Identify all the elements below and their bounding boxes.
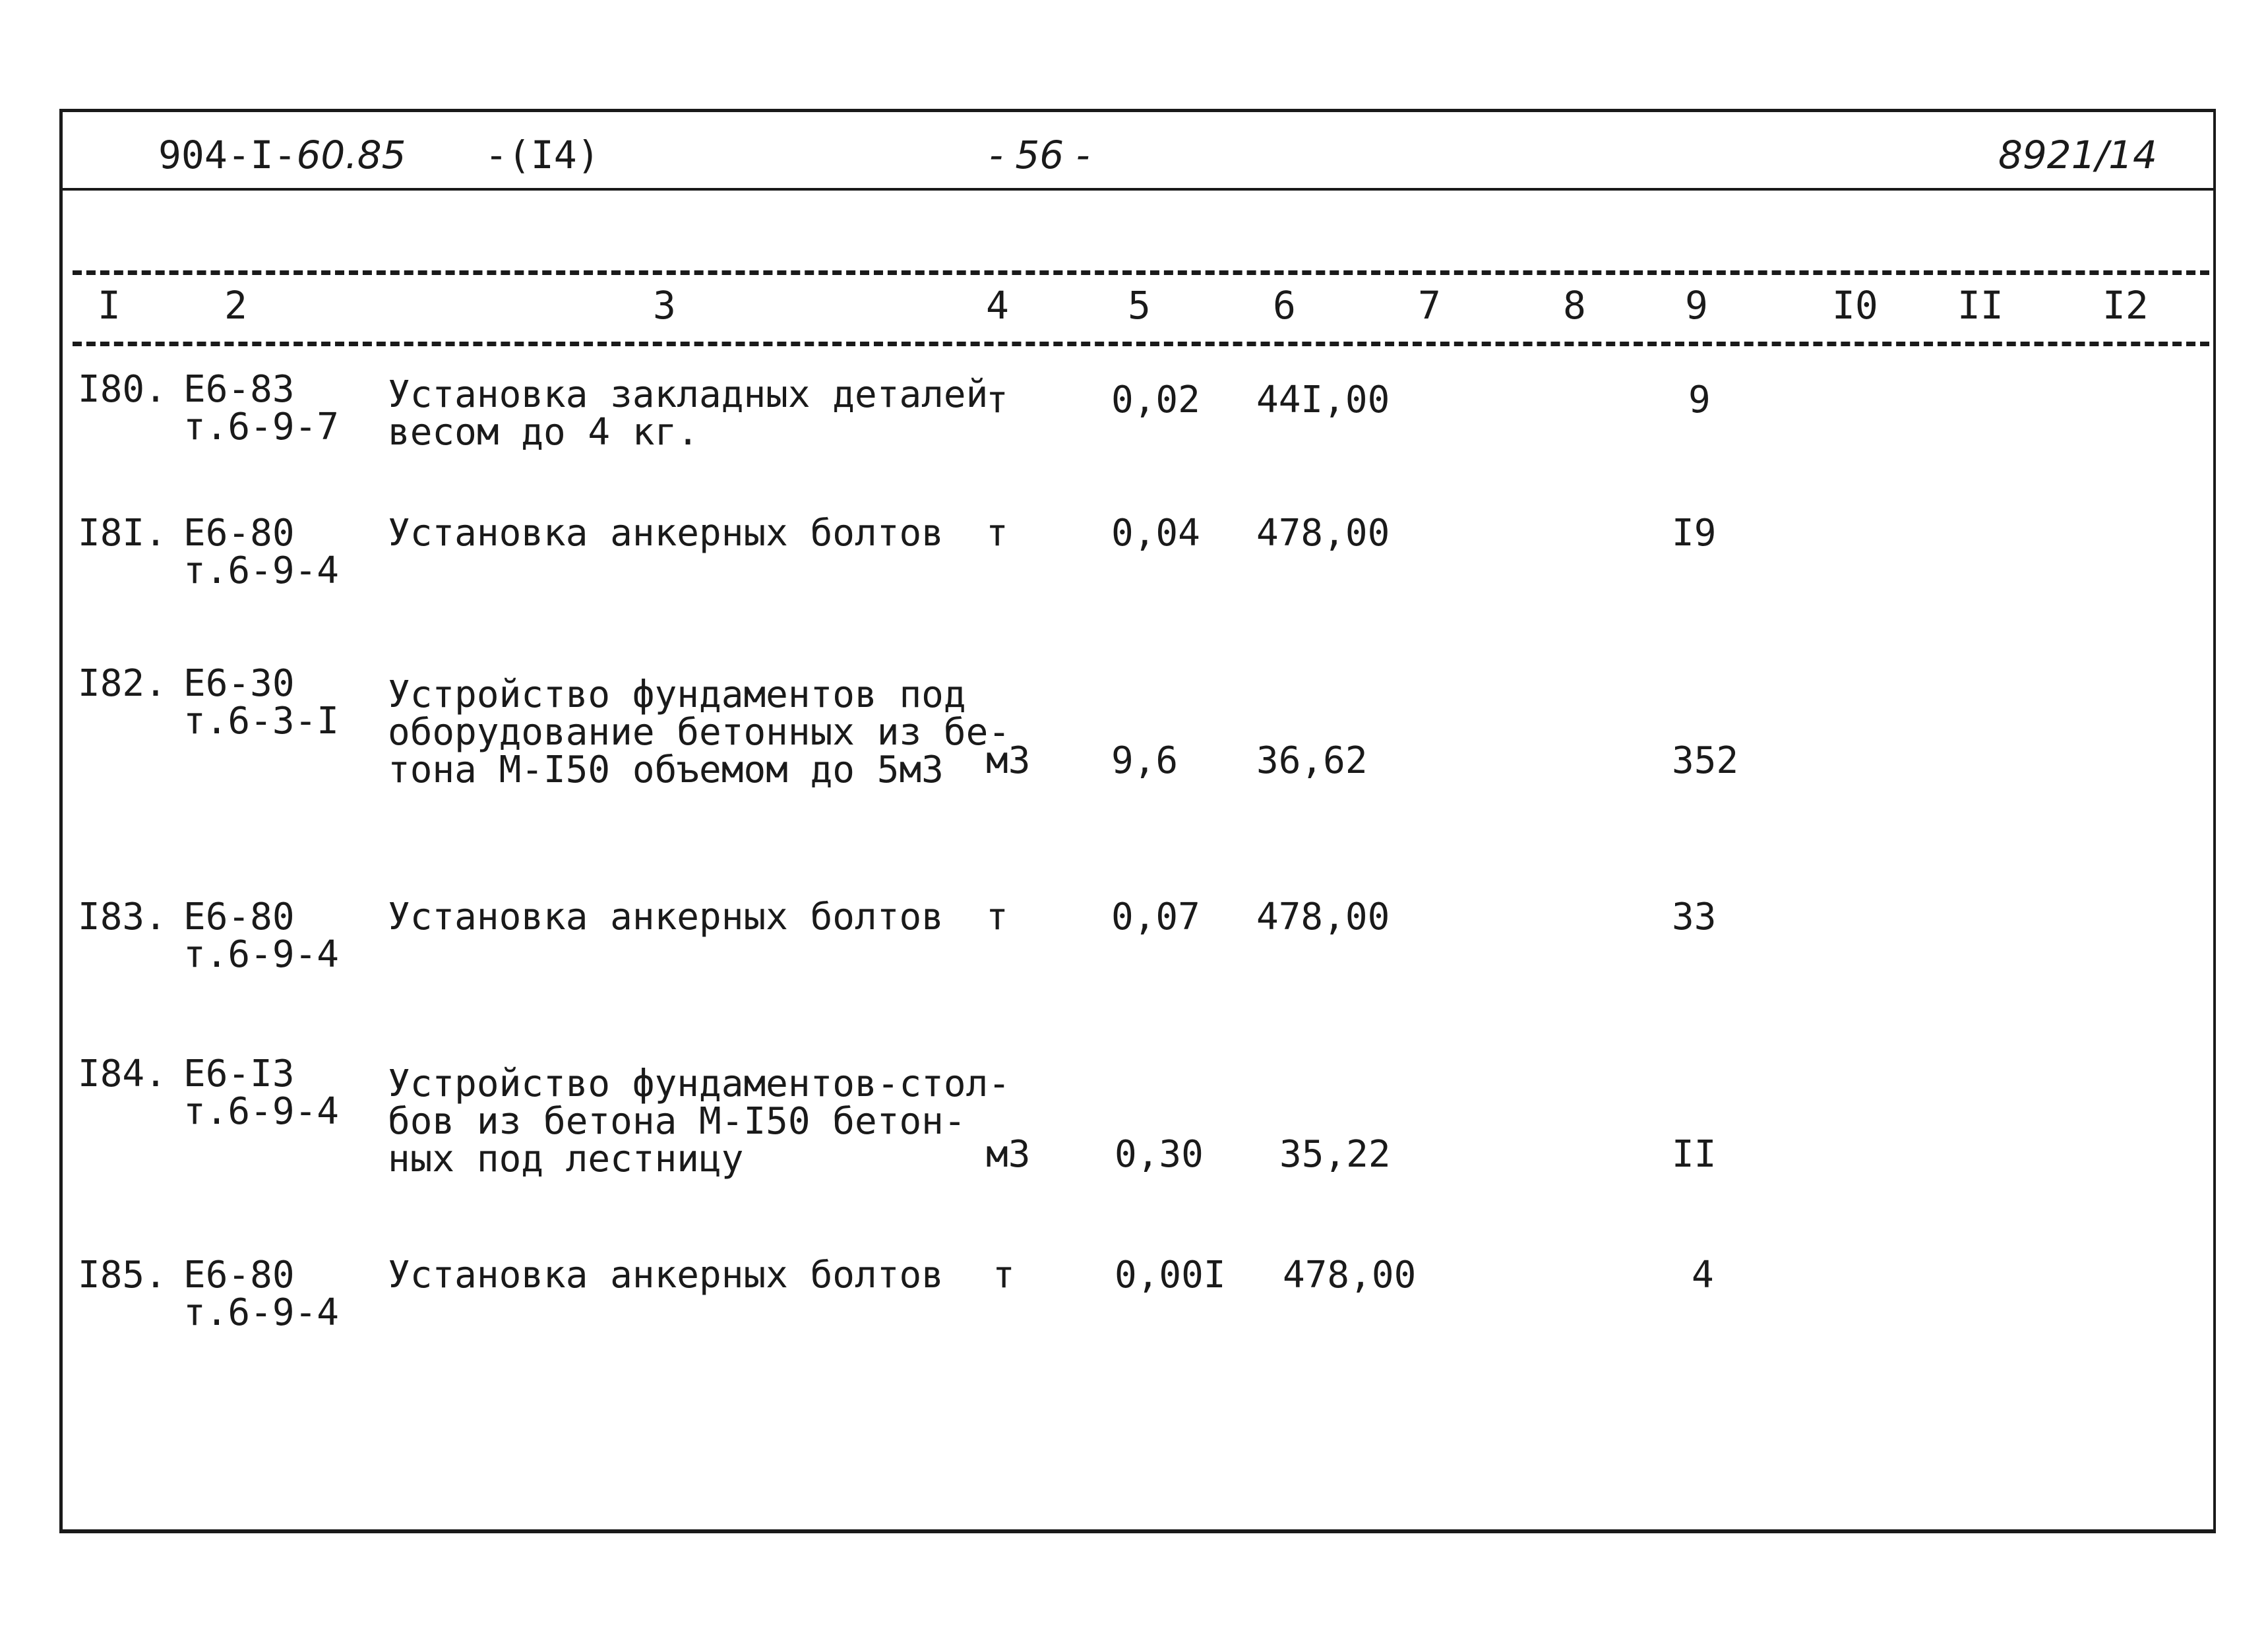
unit-price: 35,22 [1279, 1133, 1391, 1176]
unit: т [986, 379, 1008, 421]
quantity: 0,04 [1111, 512, 1200, 555]
rate-code: E6-I3 т.6-9-4 [183, 1053, 340, 1133]
col-num-9: 9 [1685, 283, 1708, 328]
unit: т [986, 896, 1008, 938]
rate-code: E6-80 т.6-9-4 [183, 1254, 340, 1334]
col-num-3: 3 [653, 283, 676, 328]
doc-number-handwritten: 60.85 [296, 133, 406, 177]
total-cost: 33 [1672, 896, 1717, 938]
row-number: I83. [78, 896, 167, 938]
total-cost: I9 [1672, 512, 1717, 555]
quantity: 0,30 [1115, 1133, 1204, 1176]
col-num-11: II [1957, 283, 2004, 328]
col-num-2: 2 [224, 283, 247, 328]
col-num-1: I [98, 283, 121, 328]
total-cost: II [1672, 1133, 1717, 1176]
quantity: 9,6 [1111, 739, 1179, 782]
col-num-5: 5 [1128, 283, 1151, 328]
unit: м3 [986, 739, 1031, 782]
unit: м3 [986, 1133, 1031, 1176]
unit-price: 478,00 [1256, 512, 1390, 555]
rate-code: E6-83 т.6-9-7 [183, 368, 340, 448]
col-num-12: I2 [2102, 283, 2149, 328]
rate-code: E6-30 т.6-3-I [183, 662, 340, 743]
quantity: 0,02 [1111, 379, 1200, 421]
col-num-6: 6 [1273, 283, 1296, 328]
doc-number-typed: 904-I- [158, 133, 297, 177]
rate-code: E6-80 т.6-9-4 [183, 512, 340, 592]
work-description: Установка анкерных болтов [388, 512, 944, 555]
total-cost: 352 [1672, 739, 1739, 782]
total-cost: 9 [1688, 379, 1711, 421]
row-number: I85. [78, 1254, 167, 1297]
quantity: 0,00I [1115, 1254, 1226, 1297]
header-rule [61, 188, 2216, 191]
unit-price: 478,00 [1256, 896, 1390, 938]
row-number: I80. [78, 368, 167, 411]
unit: т [993, 1254, 1015, 1297]
archive-number: 8921/14 [1998, 133, 2157, 177]
page-number: - 56 - [989, 133, 1090, 177]
col-num-4: 4 [986, 283, 1009, 328]
row-number: I82. [78, 662, 167, 705]
column-header-top-rule [73, 270, 2209, 275]
unit-price: 478,00 [1283, 1254, 1417, 1297]
quantity: 0,07 [1111, 896, 1200, 938]
row-number: I8I. [78, 512, 167, 555]
work-description: Установка закладных деталей весом до 4 кг. [388, 373, 989, 454]
doc-number [158, 132, 406, 178]
column-header-bottom-rule [73, 342, 2209, 346]
work-description: Устройство фундаментов-стол- бов из бетона М-I50 бетон- ных под лестницу [388, 1062, 1011, 1180]
unit-price: 44I,00 [1256, 379, 1390, 421]
work-description: Установка анкерных болтов [388, 1254, 944, 1297]
total-cost: 4 [1692, 1254, 1714, 1297]
unit: т [986, 512, 1008, 555]
work-description: Установка анкерных болтов [388, 896, 944, 938]
rate-code: E6-80 т.6-9-4 [183, 896, 340, 976]
doc-part: -(I4) [485, 133, 600, 177]
col-num-7: 7 [1418, 283, 1441, 328]
row-number: I84. [78, 1053, 167, 1095]
col-num-10: I0 [1832, 283, 1878, 328]
col-num-8: 8 [1563, 283, 1586, 328]
work-description: Устройство фундаментов под оборудование бетонных из бе- тона М-I50 объемом до 5м3 [388, 673, 1011, 791]
unit-price: 36,62 [1256, 739, 1368, 782]
